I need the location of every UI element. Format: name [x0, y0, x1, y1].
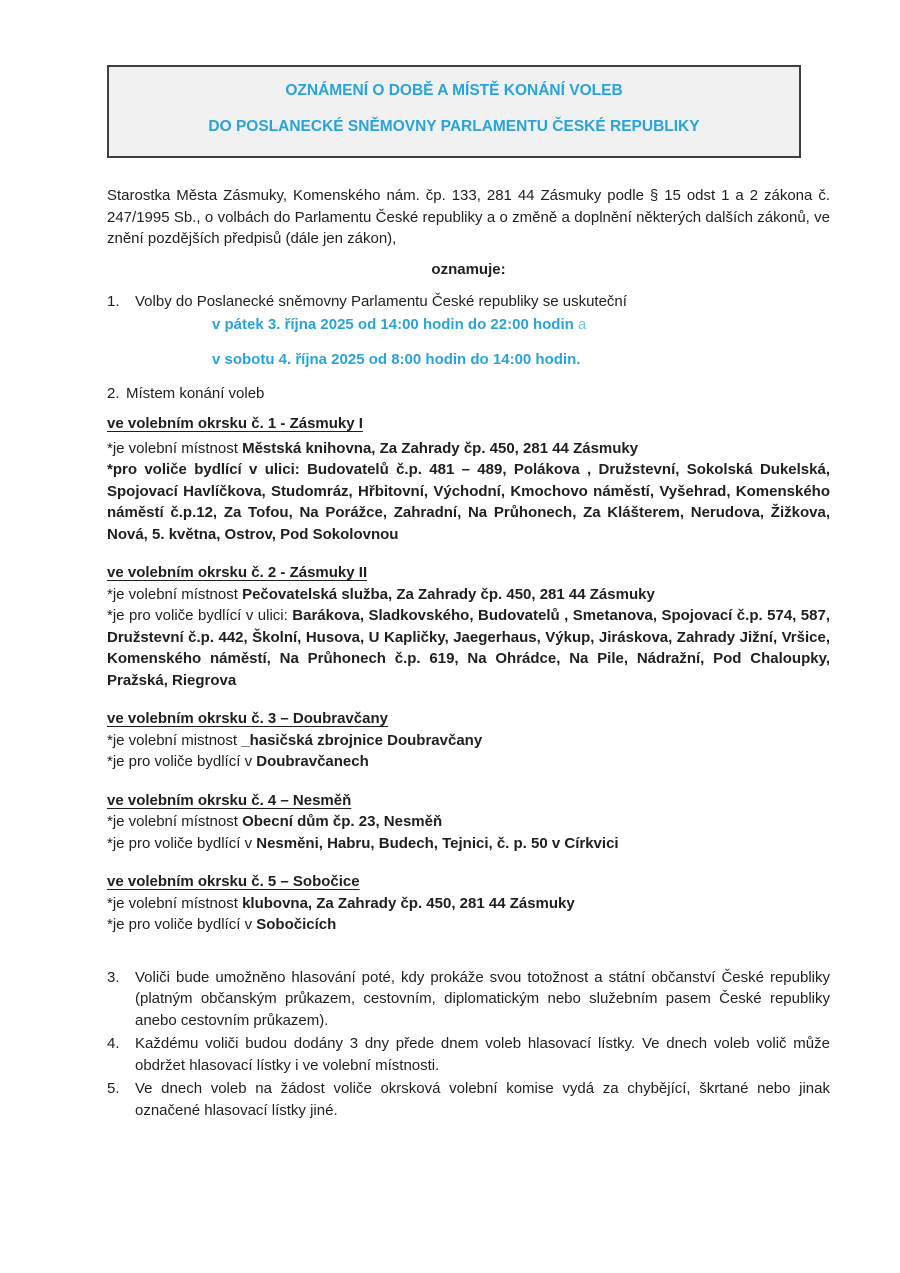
district-2-voters-streets: Barákova, Sladkovského, Budovatelů , Smetanova, Spojovací č.p. 574, 587, Družstevní č.p. 442, Školní, Husova, U Kapličky, Jaegerhaus, Výkup, Jiráskova, Zahrady Jižní, Vršice, Komenského náměstí, Na Průhonech č.p. 619, Na Ohrádce, Na Pile, Nádražní, Pod Chaloupky, Pražská, Riegrova: [107, 607, 830, 689]
district-3-room: [107, 730, 830, 752]
date-conjunction: a: [573, 315, 587, 333]
district-5-room-name: klubovna, Za Zahrady čp. 450, 281 44 Zásmuky: [242, 894, 575, 912]
district-3: [107, 708, 830, 773]
list-item-5: [107, 1078, 830, 1121]
district-5: [107, 871, 830, 936]
district-1-room-name: Městská knihovna, Za Zahrady čp. 450, 281 44 Zásmuky: [242, 439, 639, 457]
item-5-number: 5.: [107, 1080, 120, 1097]
district-4-voters-intro: *je pro voliče bydlící v: [107, 834, 257, 852]
saturday-date-text: v sobotu 4. října 2025 od 8:00 hodin do 14:00 hodin.: [212, 351, 581, 368]
announce-label: oznamuje:: [431, 260, 506, 278]
district-2-room-intro: *je volební místnost: [107, 585, 243, 603]
item-2-number: 2.: [107, 384, 120, 402]
election-date-friday: [212, 314, 830, 336]
district-5-room-intro: *je volební místnost: [107, 894, 243, 912]
district-2-voters: [107, 605, 830, 691]
district-1-room-intro: *je volební místnost: [107, 439, 243, 457]
intro-paragraph: Starostka Města Zásmuky, Komenského nám. čp. 133, 281 44 Zásmuky podle § 15 odst 1 a 2 zákona č. 247/1995 Sb., o volbách do Parlamentu České republiky a o změně a doplnění některých dalších zákonů, ve znění pozdějších předpisů (dále jen zákon),: [107, 187, 830, 247]
district-3-voters-area: Doubravčanech: [256, 753, 369, 770]
district-3-voters-intro: *je pro voliče bydlící v: [107, 753, 257, 770]
district-4-voters-area: Nesměni, Habru, Budech, Tejnici, č. p. 50 v Církvici: [256, 834, 619, 852]
final-items-list: [107, 967, 830, 1122]
district-1-heading: ve volebním okrsku č. 1 - Zásmuky I: [107, 415, 363, 432]
item-3-number: 3.: [107, 968, 120, 986]
notice-title-line1: OZNÁMENÍ O DOBĚ A MÍSTĚ KONÁNÍ VOLEB: [285, 82, 623, 99]
district-1-voters: [107, 459, 830, 545]
district-4: [107, 790, 830, 855]
district-1: [107, 413, 830, 545]
district-5-room: [107, 893, 830, 915]
item-1-number: 1.: [107, 293, 120, 310]
district-4-room-intro: *je volební místnost: [107, 813, 243, 830]
district-2-heading: ve volebním okrsku č. 2 - Zásmuky II: [107, 564, 368, 581]
district-5-voters-intro: *je pro voliče bydlící v: [107, 916, 257, 933]
district-4-room-name: Obecní dům čp. 23, Nesměň: [242, 813, 443, 830]
district-3-heading: ve volebním okrsku č. 3 – Doubravčany: [107, 710, 388, 727]
district-5-voters-area: Sobočicích: [256, 916, 337, 933]
election-date-saturday: [212, 349, 830, 371]
district-4-room: [107, 811, 830, 833]
district-1-room: [107, 438, 830, 460]
item-1-text: Volby do Poslanecké sněmovny Parlamentu České republiky se uskuteční: [135, 293, 627, 310]
item-4-number: 4.: [107, 1035, 120, 1052]
friday-date-text: v pátek 3. října 2025 od 14:00 hodin do 22:00 hodin: [212, 315, 574, 333]
list-item-1: [107, 291, 830, 313]
item-3-text: Voliči bude umožněno hlasování poté, kdy prokáže svou totožnost a státní občanství České republiky (platným občanským průkazem, cestovním, diplomatickým nebo služebním pasem České republiky anebo cestovním průkazem).: [135, 968, 830, 1029]
district-5-heading: ve volebním okrsku č. 5 – Sobočice: [107, 873, 360, 890]
item-4-text: Každému voliči budou dodány 3 dny přede dnem voleb hlasovací lístky. Ve dnech voleb volič může obdržet hlasovací lístky i ve volební místnosti.: [135, 1035, 830, 1074]
district-2-voters-intro: *je pro voliče bydlící v ulici:: [107, 607, 293, 624]
district-5-voters: [107, 914, 830, 936]
district-2-room: [107, 584, 830, 606]
district-1-voters-streets: *pro voliče bydlící v ulici: Budovatelů č.p. 481 – 489, Polákova , Družstevní, Sokolská Dukelská, Spojovací Havlíčkova, Studomráz, Hřbitovní, Východní, Kmochovo náměstí, Vyšehrad, Komenského náměstí č.p.12, Za Tofou, Na Porážce, Zahradní, Na Průhonech, Za Klášterem, Nerudova, Žižkova, Nová, 5. května, Ostrov, Pod Sokolovnou: [107, 461, 830, 543]
notice-title-box: [107, 65, 801, 158]
district-3-room-name: _hasičská zbrojnice Doubravčany: [241, 731, 483, 749]
list-item-4: [107, 1033, 830, 1076]
district-2: [107, 562, 830, 691]
district-3-room-intro: *je volební mistnost: [107, 731, 242, 749]
district-4-voters: [107, 833, 830, 855]
district-2-room-name: Pečovatelská služba, Za Zahrady čp. 450, 281 44 Zásmuky: [242, 585, 655, 603]
district-3-voters: [107, 751, 830, 773]
notice-title-line2: DO POSLANECKÉ SNĚMOVNY PARLAMENTU ČESKÉ REPUBLIKY: [208, 118, 700, 135]
district-4-heading: ve volebním okrsku č. 4 – Nesměň: [107, 791, 352, 809]
item-5-text: Ve dnech voleb na žádost voliče okrsková volební komise vydá za chybějící, škrtané nebo jinak označené hlasovací lístky jiné.: [135, 1080, 830, 1119]
list-item-2: [107, 383, 830, 405]
list-item-3: [107, 967, 830, 1032]
item-2-text: Místem konání voleb: [126, 384, 265, 402]
